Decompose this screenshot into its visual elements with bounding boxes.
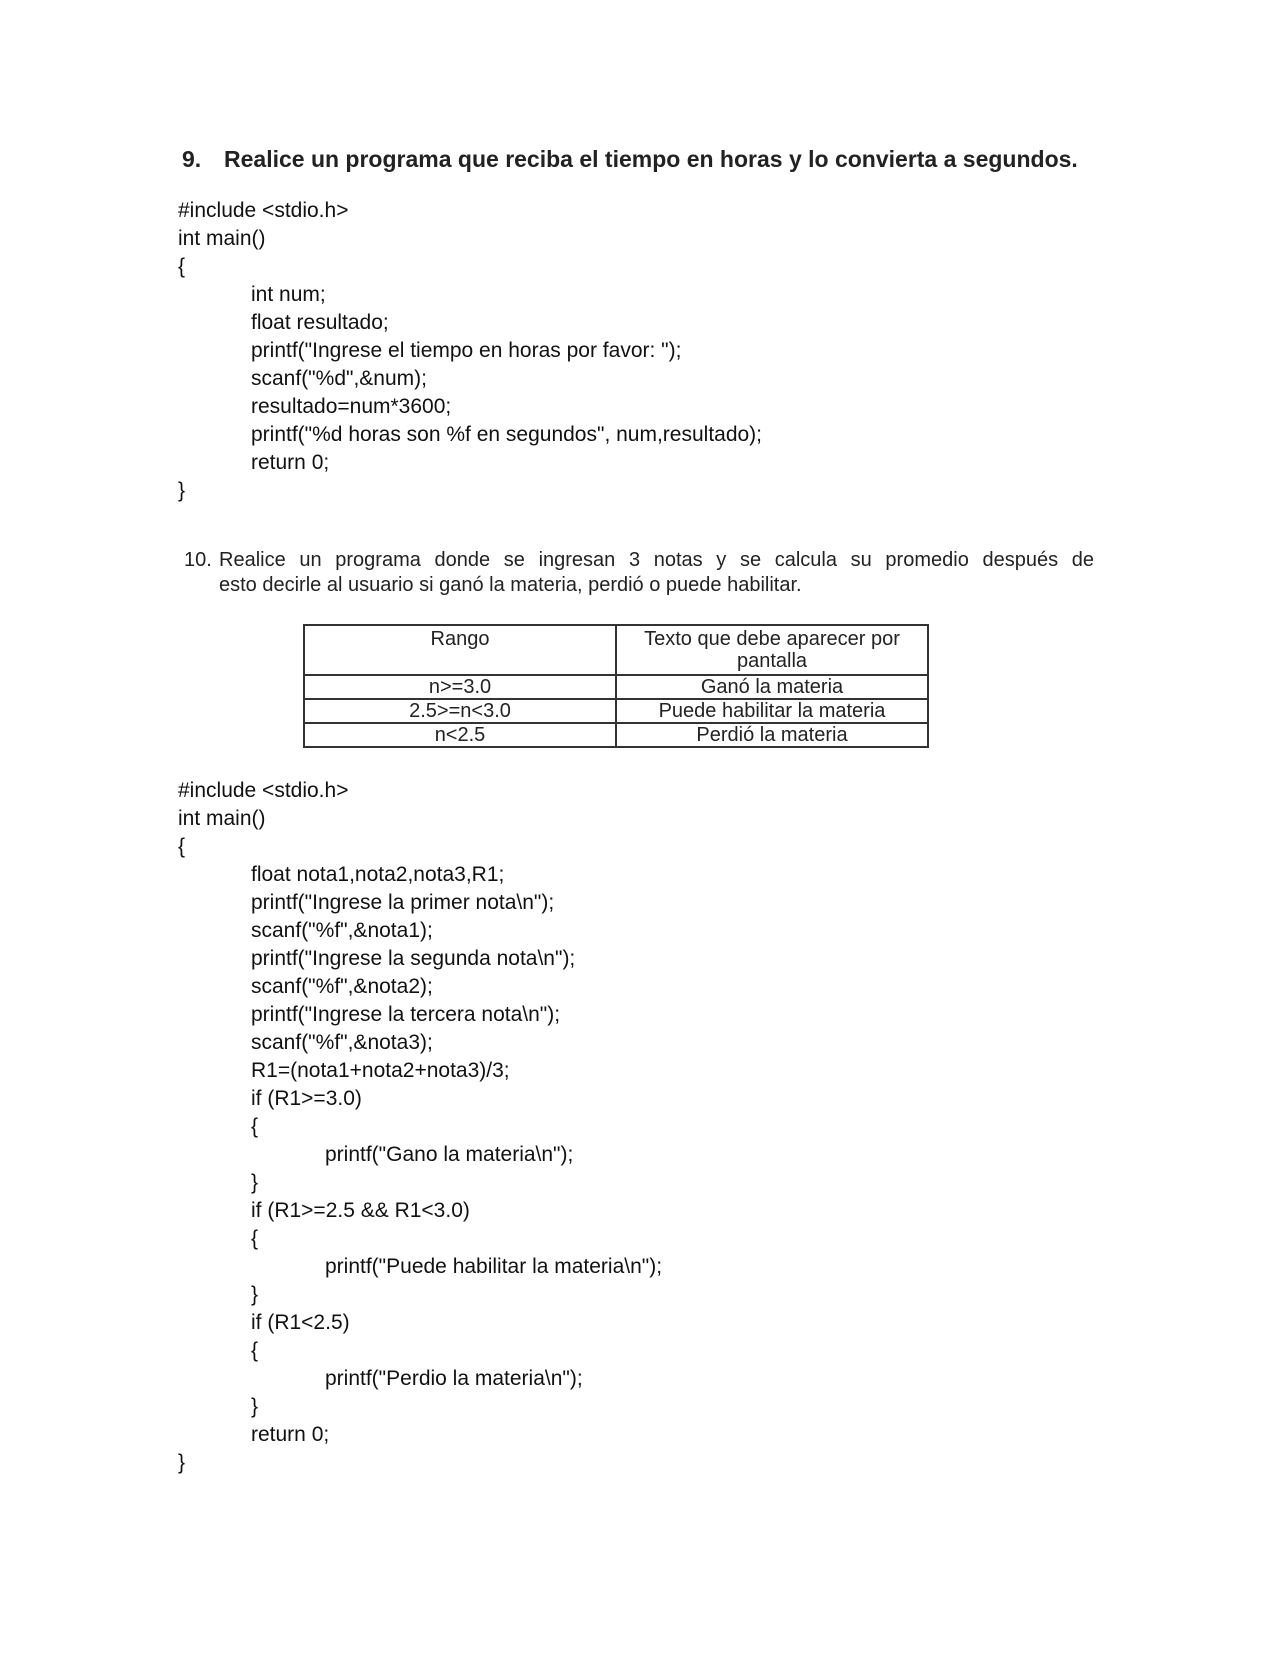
question-10-heading bbox=[184, 548, 1094, 598]
code-line: { bbox=[178, 835, 186, 858]
table-row bbox=[304, 675, 928, 699]
code-line: int num; bbox=[251, 283, 326, 306]
code-line: if (R1>=2.5 && R1<3.0) bbox=[251, 1199, 470, 1222]
code-line: scanf("%f",&nota2); bbox=[251, 975, 433, 998]
code-line: int main() bbox=[178, 227, 266, 250]
table-cell: n<2.5 bbox=[304, 723, 616, 747]
code-line: { bbox=[251, 1227, 259, 1250]
code-line: { bbox=[178, 255, 186, 278]
table-cell: n>=3.0 bbox=[304, 675, 616, 699]
question-9-text: Realice un programa que reciba el tiempo en horas y lo convierta a segundos. bbox=[224, 146, 1078, 172]
question-10-text-line-2: esto decirle al usuario si ganó la materia, perdió o puede habilitar. bbox=[219, 574, 802, 596]
code-line: R1=(nota1+nota2+nota3)/3; bbox=[251, 1059, 510, 1082]
code-line: { bbox=[251, 1339, 259, 1362]
question-10-number: 10. bbox=[184, 549, 212, 571]
code-line: return 0; bbox=[251, 451, 330, 474]
code-line: if (R1>=3.0) bbox=[251, 1087, 362, 1110]
code-line: scanf("%f",&nota1); bbox=[251, 919, 433, 942]
table-row bbox=[304, 723, 928, 747]
table-cell: 2.5>=n<3.0 bbox=[304, 699, 616, 723]
code-line: } bbox=[251, 1395, 259, 1418]
code-line: if (R1<2.5) bbox=[251, 1311, 350, 1334]
code-line: #include <stdio.h> bbox=[178, 199, 349, 222]
table-row bbox=[304, 699, 928, 723]
table-cell: Puede habilitar la materia bbox=[616, 699, 928, 723]
code-line: float nota1,nota2,nota3,R1; bbox=[251, 863, 505, 886]
code-line: printf("Puede habilitar la materia\n"); bbox=[325, 1255, 663, 1278]
code-line: printf("Ingrese el tiempo en horas por favor: "); bbox=[251, 339, 682, 362]
header-rango: Rango bbox=[304, 625, 616, 675]
code-line: } bbox=[178, 1451, 186, 1474]
question-9-code bbox=[178, 197, 762, 505]
table-cell: Ganó la materia bbox=[616, 675, 928, 699]
code-line: printf("Perdio la materia\n"); bbox=[325, 1367, 583, 1390]
code-line: printf("Ingrese la primer nota\n"); bbox=[251, 891, 555, 914]
code-line: } bbox=[251, 1171, 259, 1194]
code-line: int main() bbox=[178, 807, 266, 830]
header-texto: Texto que debe aparecer por pantalla bbox=[616, 625, 928, 675]
question-9-number: 9. bbox=[182, 146, 202, 172]
code-line: printf("Ingrese la segunda nota\n"); bbox=[251, 947, 576, 970]
code-line: { bbox=[251, 1115, 259, 1138]
code-line: } bbox=[178, 479, 186, 502]
code-line: resultado=num*3600; bbox=[251, 395, 452, 418]
question-9-heading bbox=[182, 146, 1078, 173]
code-line: } bbox=[251, 1283, 259, 1306]
code-line: printf("Gano la materia\n"); bbox=[325, 1143, 574, 1166]
code-line: float resultado; bbox=[251, 311, 389, 334]
code-line: return 0; bbox=[251, 1423, 330, 1446]
table-cell: Perdió la materia bbox=[616, 723, 928, 747]
code-line: scanf("%f",&nota3); bbox=[251, 1031, 433, 1054]
code-line: #include <stdio.h> bbox=[178, 779, 349, 802]
code-line: scanf("%d",&num); bbox=[251, 367, 427, 390]
table-header-row bbox=[304, 625, 928, 675]
question-10-code bbox=[178, 777, 662, 1477]
grade-range-table bbox=[303, 624, 929, 748]
code-line: printf("%d horas son %f en segundos", num,resultado); bbox=[251, 423, 763, 446]
code-line: printf("Ingrese la tercera nota\n"); bbox=[251, 1003, 561, 1026]
question-10-text-line-1: Realice un programa donde se ingresan 3 notas y se calcula su promedio después de bbox=[219, 549, 1094, 571]
